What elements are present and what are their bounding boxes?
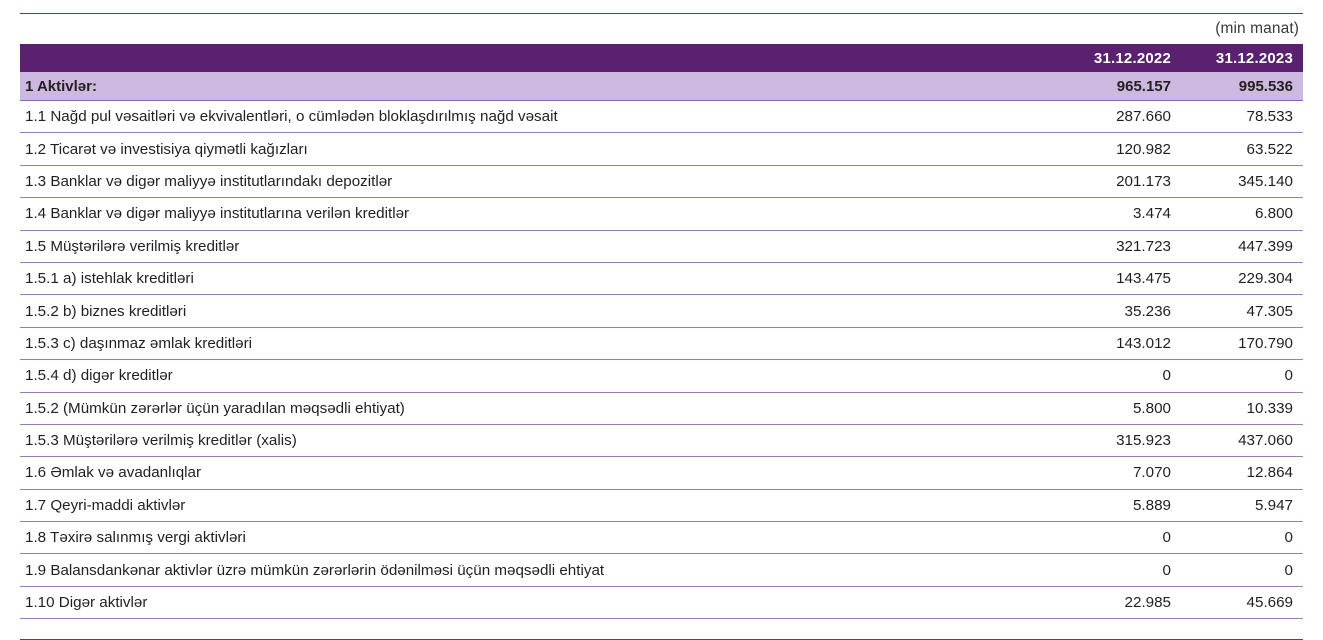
table-row (20, 522, 1303, 554)
row-label: 1.5.1 a) istehlak kreditləri (20, 262, 1059, 294)
table-row (20, 230, 1303, 262)
row-value-2022: 143.012 (1059, 327, 1181, 359)
row-value-2022: 3.474 (1059, 198, 1181, 230)
table-row (20, 133, 1303, 165)
column-header-2023: 31.12.2023 (1181, 44, 1303, 72)
row-label: 1.5.3 Müştərilərə verilmiş kreditlər (xalis) (20, 424, 1059, 456)
table-body (20, 72, 1303, 619)
row-label: 1.10 Digər aktivlər (20, 586, 1059, 618)
row-label: 1.5 Müştərilərə verilmiş kreditlər (20, 230, 1059, 262)
row-label: 1.5.3 c) daşınmaz əmlak kreditləri (20, 327, 1059, 359)
row-label: 1.1 Nağd pul vəsaitləri və ekvivalentləri, o cümlədən bloklaşdırılmış nağd vəsait (20, 101, 1059, 133)
table-header (20, 44, 1303, 72)
row-value-2023: 447.399 (1181, 230, 1303, 262)
row-value-2022: 143.475 (1059, 262, 1181, 294)
row-label: 1.3 Banklar və digər maliyyə institutlarındakı depozitlər (20, 165, 1059, 197)
table-row (20, 295, 1303, 327)
row-label: 1.5.2 b) biznes kreditləri (20, 295, 1059, 327)
total-row-value-2023: 995.536 (1181, 72, 1303, 101)
row-value-2022: 0 (1059, 522, 1181, 554)
unit-note-row (20, 14, 1303, 44)
row-value-2023: 5.947 (1181, 489, 1303, 521)
unit-note: (min manat) (1215, 20, 1299, 37)
row-value-2023: 0 (1181, 360, 1303, 392)
row-value-2023: 45.669 (1181, 586, 1303, 618)
row-value-2022: 0 (1059, 554, 1181, 586)
row-value-2023: 10.339 (1181, 392, 1303, 424)
row-label: 1.5.2 (Mümkün zərərlər üçün yaradılan məqsədli ehtiyat) (20, 392, 1059, 424)
row-value-2022: 7.070 (1059, 457, 1181, 489)
row-value-2023: 229.304 (1181, 262, 1303, 294)
table-header-row (20, 44, 1303, 72)
financial-statement-page (0, 13, 1323, 630)
row-value-2023: 345.140 (1181, 165, 1303, 197)
row-value-2023: 0 (1181, 554, 1303, 586)
column-header-2022: 31.12.2022 (1059, 44, 1181, 72)
row-label: 1.8 Təxirə salınmış vergi aktivləri (20, 522, 1059, 554)
row-value-2022: 5.889 (1059, 489, 1181, 521)
row-value-2023: 78.533 (1181, 101, 1303, 133)
table-row (20, 392, 1303, 424)
row-value-2022: 35.236 (1059, 295, 1181, 327)
table-row (20, 327, 1303, 359)
table-row (20, 101, 1303, 133)
total-row-assets (20, 72, 1303, 101)
row-label: 1.6 Əmlak və avadanlıqlar (20, 457, 1059, 489)
row-value-2023: 437.060 (1181, 424, 1303, 456)
total-row-value-2022: 965.157 (1059, 72, 1181, 101)
row-value-2023: 12.864 (1181, 457, 1303, 489)
row-value-2023: 6.800 (1181, 198, 1303, 230)
assets-table (20, 44, 1303, 619)
row-value-2022: 22.985 (1059, 586, 1181, 618)
table-row (20, 262, 1303, 294)
table-row (20, 198, 1303, 230)
row-value-2023: 0 (1181, 522, 1303, 554)
table-row (20, 489, 1303, 521)
row-value-2022: 120.982 (1059, 133, 1181, 165)
row-label: 1.5.4 d) digər kreditlər (20, 360, 1059, 392)
row-value-2022: 321.723 (1059, 230, 1181, 262)
row-value-2023: 63.522 (1181, 133, 1303, 165)
row-label: 1.7 Qeyri-maddi aktivlər (20, 489, 1059, 521)
table-row (20, 554, 1303, 586)
row-value-2022: 5.800 (1059, 392, 1181, 424)
row-label: 1.4 Banklar və digər maliyyə institutlarına verilən kreditlər (20, 198, 1059, 230)
table-row (20, 165, 1303, 197)
total-row-label: 1 Aktivlər: (20, 72, 1059, 101)
column-header-label (20, 44, 1059, 72)
row-label: 1.9 Balansdankənar aktivlər üzrə mümkün zərərlərin ödənilməsi üçün məqsədli ehtiyat (20, 554, 1059, 586)
row-label: 1.2 Ticarət və investisiya qiymətli kağızları (20, 133, 1059, 165)
row-value-2022: 201.173 (1059, 165, 1181, 197)
table-row (20, 424, 1303, 456)
table-row (20, 457, 1303, 489)
row-value-2022: 315.923 (1059, 424, 1181, 456)
table-row (20, 360, 1303, 392)
row-value-2023: 170.790 (1181, 327, 1303, 359)
table-row (20, 586, 1303, 618)
row-value-2023: 47.305 (1181, 295, 1303, 327)
row-value-2022: 287.660 (1059, 101, 1181, 133)
row-value-2022: 0 (1059, 360, 1181, 392)
